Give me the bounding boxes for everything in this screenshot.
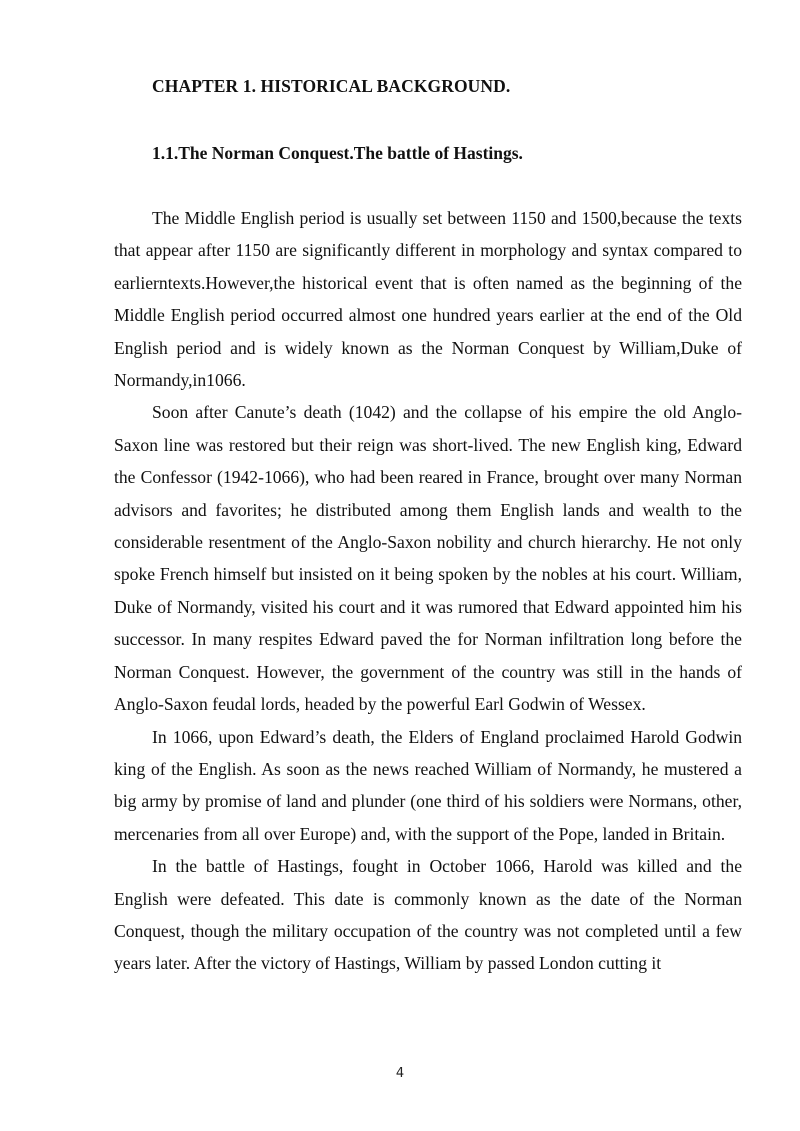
paragraph: In the battle of Hastings, fought in October 1066, Harold was killed and the English were defeated. This date is commonly known as the date of the Norman Conquest, though the military occupation of the country was not completed until a few years later. After the victory of Hastings, William by passed London cutting it	[114, 856, 742, 974]
body-text	[114, 202, 742, 980]
paragraph: The Middle English period is usually set between 1150 and 1500,because the texts that appear after 1150 are significantly different in morphology and syntax compared to earlierntexts.However,the historical event that is often named as the beginning of the Middle English period occurred almost one hundred years earlier at the end of the Old English period and is widely known as the Norman Conquest by William,Duke of Normandy,in1066.	[114, 208, 742, 391]
document-page	[114, 0, 742, 1131]
paragraph: In 1066, upon Edward’s death, the Elders of England proclaimed Harold Godwin king of the English. As soon as the news reached William of Normandy, he mustered a big army by promise of land and plunder (one third of his soldiers were Normans, other, mercenaries from all over Europe) and, with the support of the Pope, landed in Britain.	[114, 726, 742, 844]
page-number: 4	[395, 1066, 405, 1081]
paragraph: Soon after Canute’s death (1042) and the collapse of his empire the old Anglo-Saxon line was restored but their reign was short-lived. The new English king, Edward the Confessor (1942-1066), who had been reared in France, brought over many Norman advisors and favorites; he distributed among them English lands and wealth to the considerable resentment of the Anglo-Saxon nobility and church hierarchy. He not only spoke French himself but insisted on it being spoken by the nobles at his court. William, Duke of Normandy, visited his court and it was rumored that Edward appointed him his successor. In many respites Edward paved the for Norman infiltration long before the Norman Conquest. However, the government of the country was still in the hands of Anglo-Saxon feudal lords, headed by the powerful Earl Godwin of Wessex.	[114, 402, 742, 715]
section-title: 1.1.The Norman Conquest.The battle of Hastings.	[152, 143, 523, 163]
chapter-title: CHAPTER 1. HISTORICAL BACKGROUND.	[152, 76, 511, 96]
